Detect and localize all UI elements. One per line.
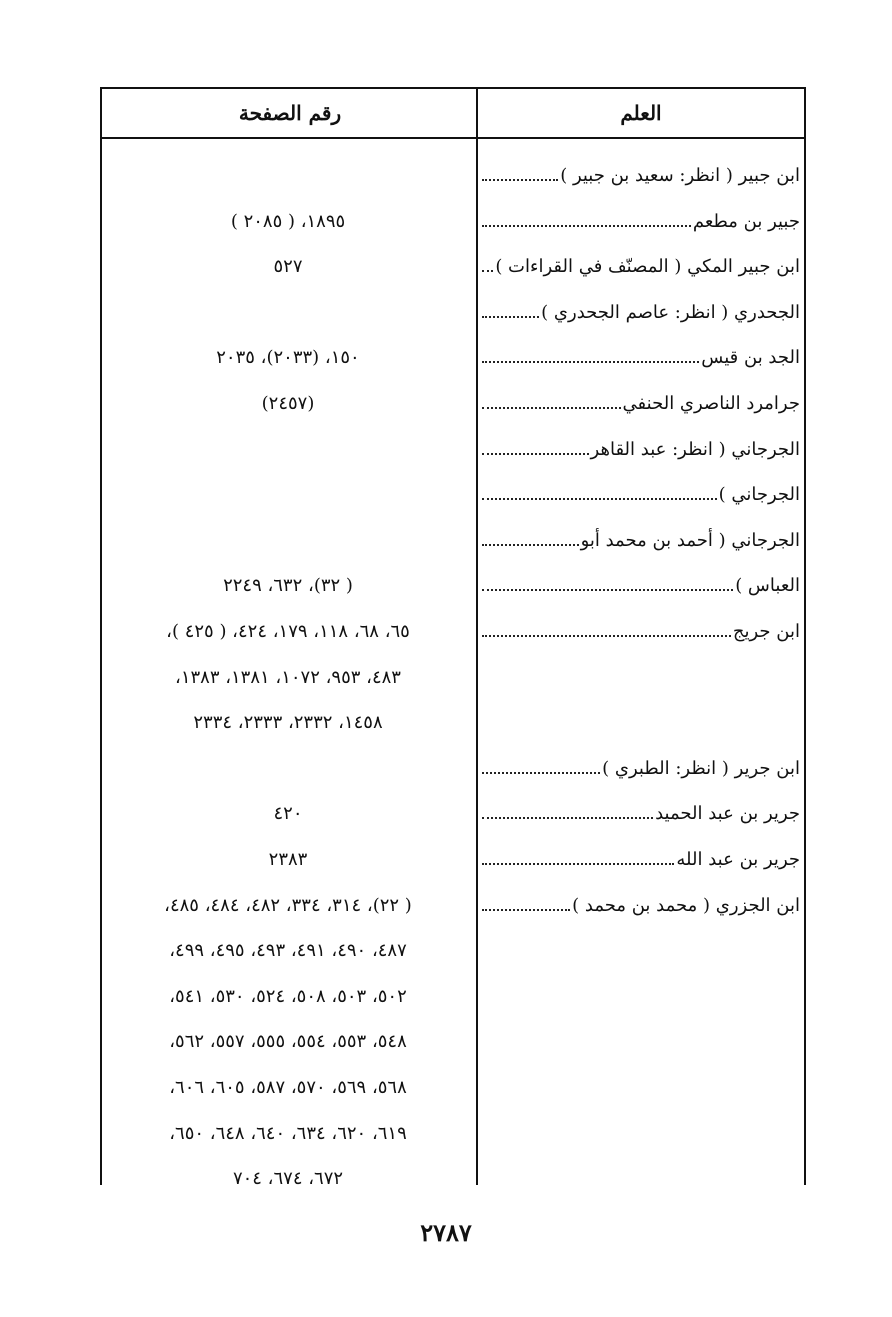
table-row <box>100 932 806 978</box>
entry-name-text: ابن الجزري ( محمد بن محمد ) <box>572 894 800 916</box>
entry-name-text: ابن جريج <box>732 621 800 642</box>
entry-name <box>482 484 800 505</box>
dot-leader <box>482 575 733 591</box>
table-row <box>100 659 806 705</box>
dot-leader <box>482 895 570 911</box>
table-header <box>100 87 806 139</box>
entry-name <box>482 393 800 414</box>
entry-pages: ١٥٠، (٢٠٣٣)، ٢٠٣٥ <box>216 347 360 369</box>
entry-name-text: الجرجاني ) <box>718 484 800 506</box>
entry-name <box>482 895 800 916</box>
dot-leader <box>482 347 699 363</box>
entry-pages: ٢٣٨٣ <box>268 849 308 870</box>
table-row <box>100 841 806 887</box>
table-row <box>100 567 806 613</box>
entry-name <box>482 347 800 368</box>
entry-pages: ٥٠٢، ٥٠٣، ٥٠٨، ٥٢٤، ٥٣٠، ٥٤١، <box>169 985 407 1007</box>
entry-name <box>482 439 800 460</box>
dot-leader <box>482 621 731 637</box>
table-row <box>100 613 806 659</box>
dot-leader <box>482 439 589 455</box>
table-row <box>100 1023 806 1069</box>
entry-name-text: ابن جبير ( انظر: سعيد بن جبير ) <box>560 165 800 186</box>
table-row <box>100 248 806 294</box>
table-row <box>100 203 806 249</box>
table-row <box>100 431 806 477</box>
entry-name-text: جرير بن عبد الحميد <box>655 803 800 825</box>
dot-leader <box>482 530 579 546</box>
entry-name <box>482 758 800 779</box>
table-row <box>100 704 806 750</box>
dot-leader <box>482 165 558 181</box>
entry-pages: ٥٤٨، ٥٥٣، ٥٥٤، ٥٥٥، ٥٥٧، ٥٦٢، <box>169 1031 407 1053</box>
entry-pages: ١٨٩٥، ( ٢٠٨٥ ) <box>230 210 346 232</box>
dot-leader <box>482 302 539 318</box>
dot-leader <box>482 211 691 227</box>
entry-name <box>482 165 800 186</box>
entry-pages: ( ٣٢)، ٦٣٢، ٢٢٤٩ <box>223 575 353 597</box>
table-row <box>100 978 806 1024</box>
dot-leader <box>482 849 674 865</box>
entry-name <box>482 302 800 323</box>
table-row <box>100 1115 806 1161</box>
entry-name-text: ابن جبير المكي ( المصنّف في القراءات ) <box>495 256 800 278</box>
entry-name <box>482 575 800 596</box>
entry-pages: ٤٨٧، ٤٩٠، ٤٩١، ٤٩٣، ٤٩٥، ٤٩٩، <box>169 940 407 962</box>
table-row <box>100 1160 806 1206</box>
table-row <box>100 294 806 340</box>
entry-name <box>482 211 800 232</box>
index-table <box>100 87 806 1190</box>
dot-leader <box>482 484 717 500</box>
table-row <box>100 795 806 841</box>
entry-pages: ٦٥، ٦٨، ١١٨، ١٧٩، ٤٢٤، ( ٤٢٥ )، <box>166 621 410 642</box>
entry-name-text: الجرجاني ( أحمد بن محمد أبو <box>580 529 800 551</box>
entry-pages: ٤٨٣، ٩٥٣، ١٠٧٢، ١٣٨١، ١٣٨٣، <box>175 666 401 688</box>
entry-name <box>482 256 800 277</box>
dot-leader <box>482 256 493 272</box>
entry-pages: ٥٦٨، ٥٦٩، ٥٧٠، ٥٨٧، ٦٠٥، ٦٠٦، <box>169 1077 407 1098</box>
dot-leader <box>482 803 653 819</box>
entry-pages: ٥٢٧ <box>273 256 303 278</box>
entry-pages: ٦١٩، ٦٢٠، ٦٣٤، ٦٤٠، ٦٤٨، ٦٥٠، <box>169 1122 407 1144</box>
entry-pages: ٦٧٢، ٦٧٤، ٧٠٤ <box>232 1168 344 1190</box>
entry-name <box>482 530 800 551</box>
entry-pages: ( ٢٢)، ٣١٤، ٣٣٤، ٤٨٢، ٤٨٤، ٤٨٥، <box>164 894 412 916</box>
dot-leader <box>482 393 621 409</box>
table-row <box>100 339 806 385</box>
entry-name <box>482 849 800 870</box>
entry-name-text: جرير بن عبد الله <box>676 849 800 870</box>
table-row <box>100 1069 806 1115</box>
entry-name-text: العباس ) <box>735 575 800 597</box>
column-header-name: العلم <box>620 101 662 125</box>
dot-leader <box>482 758 600 774</box>
table-row <box>100 476 806 522</box>
entry-name-text: ابن جرير ( انظر: الطبري ) <box>602 757 800 779</box>
entry-name-text: جرامرد الناصري الحنفي <box>622 393 800 414</box>
entry-pages: ١٤٥٨، ٢٣٣٢، ٢٣٣٣، ٢٣٣٤ <box>193 712 383 734</box>
page-number: ٢٧٨٧ <box>420 1218 472 1247</box>
entry-name-text: الجرجاني ( انظر: عبد القاهر <box>590 438 800 460</box>
entry-name <box>482 621 800 642</box>
entry-name-text: الجد بن قيس <box>701 347 800 369</box>
column-header-pages: رقم الصفحة <box>238 101 342 125</box>
table-row <box>100 887 806 933</box>
table-row <box>100 522 806 568</box>
table-row <box>100 385 806 431</box>
entry-name-text: الجحدري ( انظر: عاصم الجحدري ) <box>541 301 800 323</box>
entry-name-text: جبير بن مطعم <box>692 210 800 232</box>
table-row <box>100 157 806 203</box>
entry-pages: (٢٤٥٧) <box>261 393 315 414</box>
table-row <box>100 750 806 796</box>
entry-name <box>482 803 800 824</box>
entry-pages: ٤٢٠ <box>273 803 303 825</box>
